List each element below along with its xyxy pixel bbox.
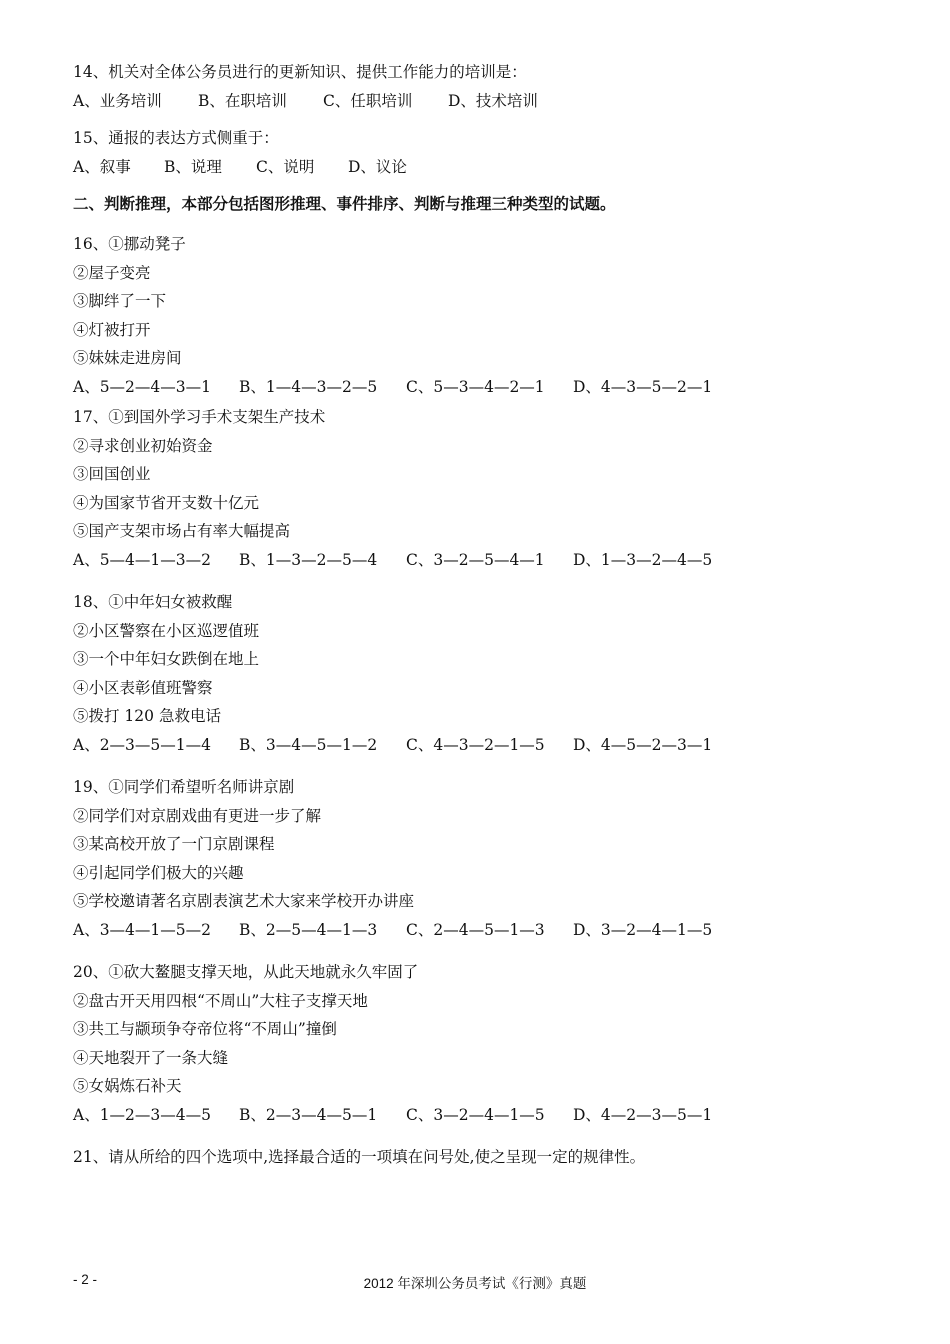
event-item: ②屋子变亮 [73, 263, 151, 282]
event-item: ⑤拨打 120 急救电话 [73, 707, 221, 725]
event-item: ③共工与颛顼争夺帝位将“不周山”撞倒 [73, 1020, 337, 1038]
option-d: D、议论 [348, 157, 407, 176]
option-d: D、3—2—4—1—5 [573, 920, 713, 939]
event-item: ③回国创业 [73, 465, 151, 483]
option-d: D、技术培训 [448, 91, 538, 110]
event-item: ②同学们对京剧戏曲有更进一步了解 [73, 806, 322, 825]
question-17 [73, 403, 873, 574]
question-18 [73, 588, 873, 759]
question-title: 20、①砍大鳌腿支撑天地，从此天地就永久牢固了 [73, 963, 419, 981]
question-21 [73, 1143, 873, 1172]
question-title: 19、①同学们希望听名师讲京剧 [73, 778, 295, 796]
option-c: C、4—3—2—1—5 [406, 735, 545, 754]
option-b: B、2—3—4—5—1 [239, 1105, 378, 1124]
event-item: ⑤女娲炼石补天 [73, 1077, 182, 1095]
option-b: B、在职培训 [198, 91, 287, 110]
option-c: C、说明 [256, 157, 315, 176]
option-c: C、5—3—4—2—1 [406, 377, 545, 396]
option-row [73, 153, 873, 182]
option-a: A、5—4—1—3—2 [73, 550, 212, 569]
event-item: ②盘古开天用四根“不周山”大柱子支撑天地 [73, 991, 368, 1010]
event-item: ⑤学校邀请著名京剧表演艺术大家来学校开办讲座 [73, 892, 415, 910]
option-row [73, 87, 873, 116]
question-title: 14、机关对全体公务员进行的更新知识、提供工作能力的培训是： [73, 63, 527, 81]
question-15 [73, 124, 873, 181]
question-title: 21、请从所给的四个选项中,选择最合适的一项填在问号处,使之呈现一定的规律性。 [73, 1148, 646, 1166]
option-d: D、4—3—5—2—1 [573, 377, 713, 396]
option-a: A、叙事 [73, 157, 131, 176]
option-a: A、5—2—4—3—1 [73, 377, 212, 396]
question-title: 17、①到国外学习手术支架生产技术 [73, 408, 326, 426]
option-row [73, 546, 873, 575]
question-16 [73, 230, 873, 401]
option-b: B、2—5—4—1—3 [239, 920, 378, 939]
option-a: A、3—4—1—5—2 [73, 920, 212, 939]
event-item: ④引起同学们极大的兴趣 [73, 863, 244, 882]
section-heading: 二、判断推理，本部分包括图形推理、事件排序、判断与推理三种类型的试题。 [73, 195, 616, 213]
option-row [73, 916, 873, 945]
event-item: ②小区警察在小区巡逻值班 [73, 621, 260, 640]
option-b: B、说理 [164, 157, 222, 176]
option-a: A、业务培训 [73, 91, 162, 110]
event-item: ③脚绊了一下 [73, 292, 167, 310]
event-item: ④天地裂开了一条大缝 [73, 1048, 229, 1067]
event-item: ④灯被打开 [73, 320, 151, 339]
event-item: ⑤妹妹走进房间 [73, 349, 182, 367]
event-item: ④为国家节省开支数十亿元 [73, 493, 260, 512]
question-14 [73, 58, 873, 115]
option-a: A、2—3—5—1—4 [73, 735, 212, 754]
option-d: D、4—2—3—5—1 [573, 1105, 713, 1124]
question-title: 18、①中年妇女被救醒 [73, 593, 233, 611]
option-c: C、任职培训 [323, 91, 413, 110]
option-row [73, 1101, 873, 1130]
option-b: B、1—3—2—5—4 [239, 550, 378, 569]
question-20 [73, 958, 873, 1129]
question-19 [73, 773, 873, 944]
option-c: C、2—4—5—1—3 [406, 920, 545, 939]
option-b: B、3—4—5—1—2 [239, 735, 378, 754]
option-c: C、3—2—5—4—1 [406, 550, 545, 569]
event-item: ③某高校开放了一门京剧课程 [73, 835, 275, 853]
option-a: A、1—2—3—4—5 [73, 1105, 212, 1124]
question-title: 15、通报的表达方式侧重于： [73, 129, 279, 147]
option-d: D、4—5—2—3—1 [573, 735, 713, 754]
page-number: - 2 - [73, 1272, 98, 1287]
event-item: ④小区表彰值班警察 [73, 678, 213, 697]
footer-exam-title: 2012 年深圳公务员考试《行测》真题 [363, 1276, 587, 1291]
event-item: ③一个中年妇女跌倒在地上 [73, 650, 260, 668]
question-title: 16、①挪动凳子 [73, 235, 186, 253]
option-row [73, 731, 873, 760]
option-d: D、1—3—2—4—5 [573, 550, 713, 569]
event-item: ②寻求创业初始资金 [73, 436, 213, 455]
option-b: B、1—4—3—2—5 [239, 377, 378, 396]
option-row [73, 373, 873, 402]
event-item: ⑤国产支架市场占有率大幅提高 [73, 522, 291, 540]
option-c: C、3—2—4—1—5 [406, 1105, 545, 1124]
